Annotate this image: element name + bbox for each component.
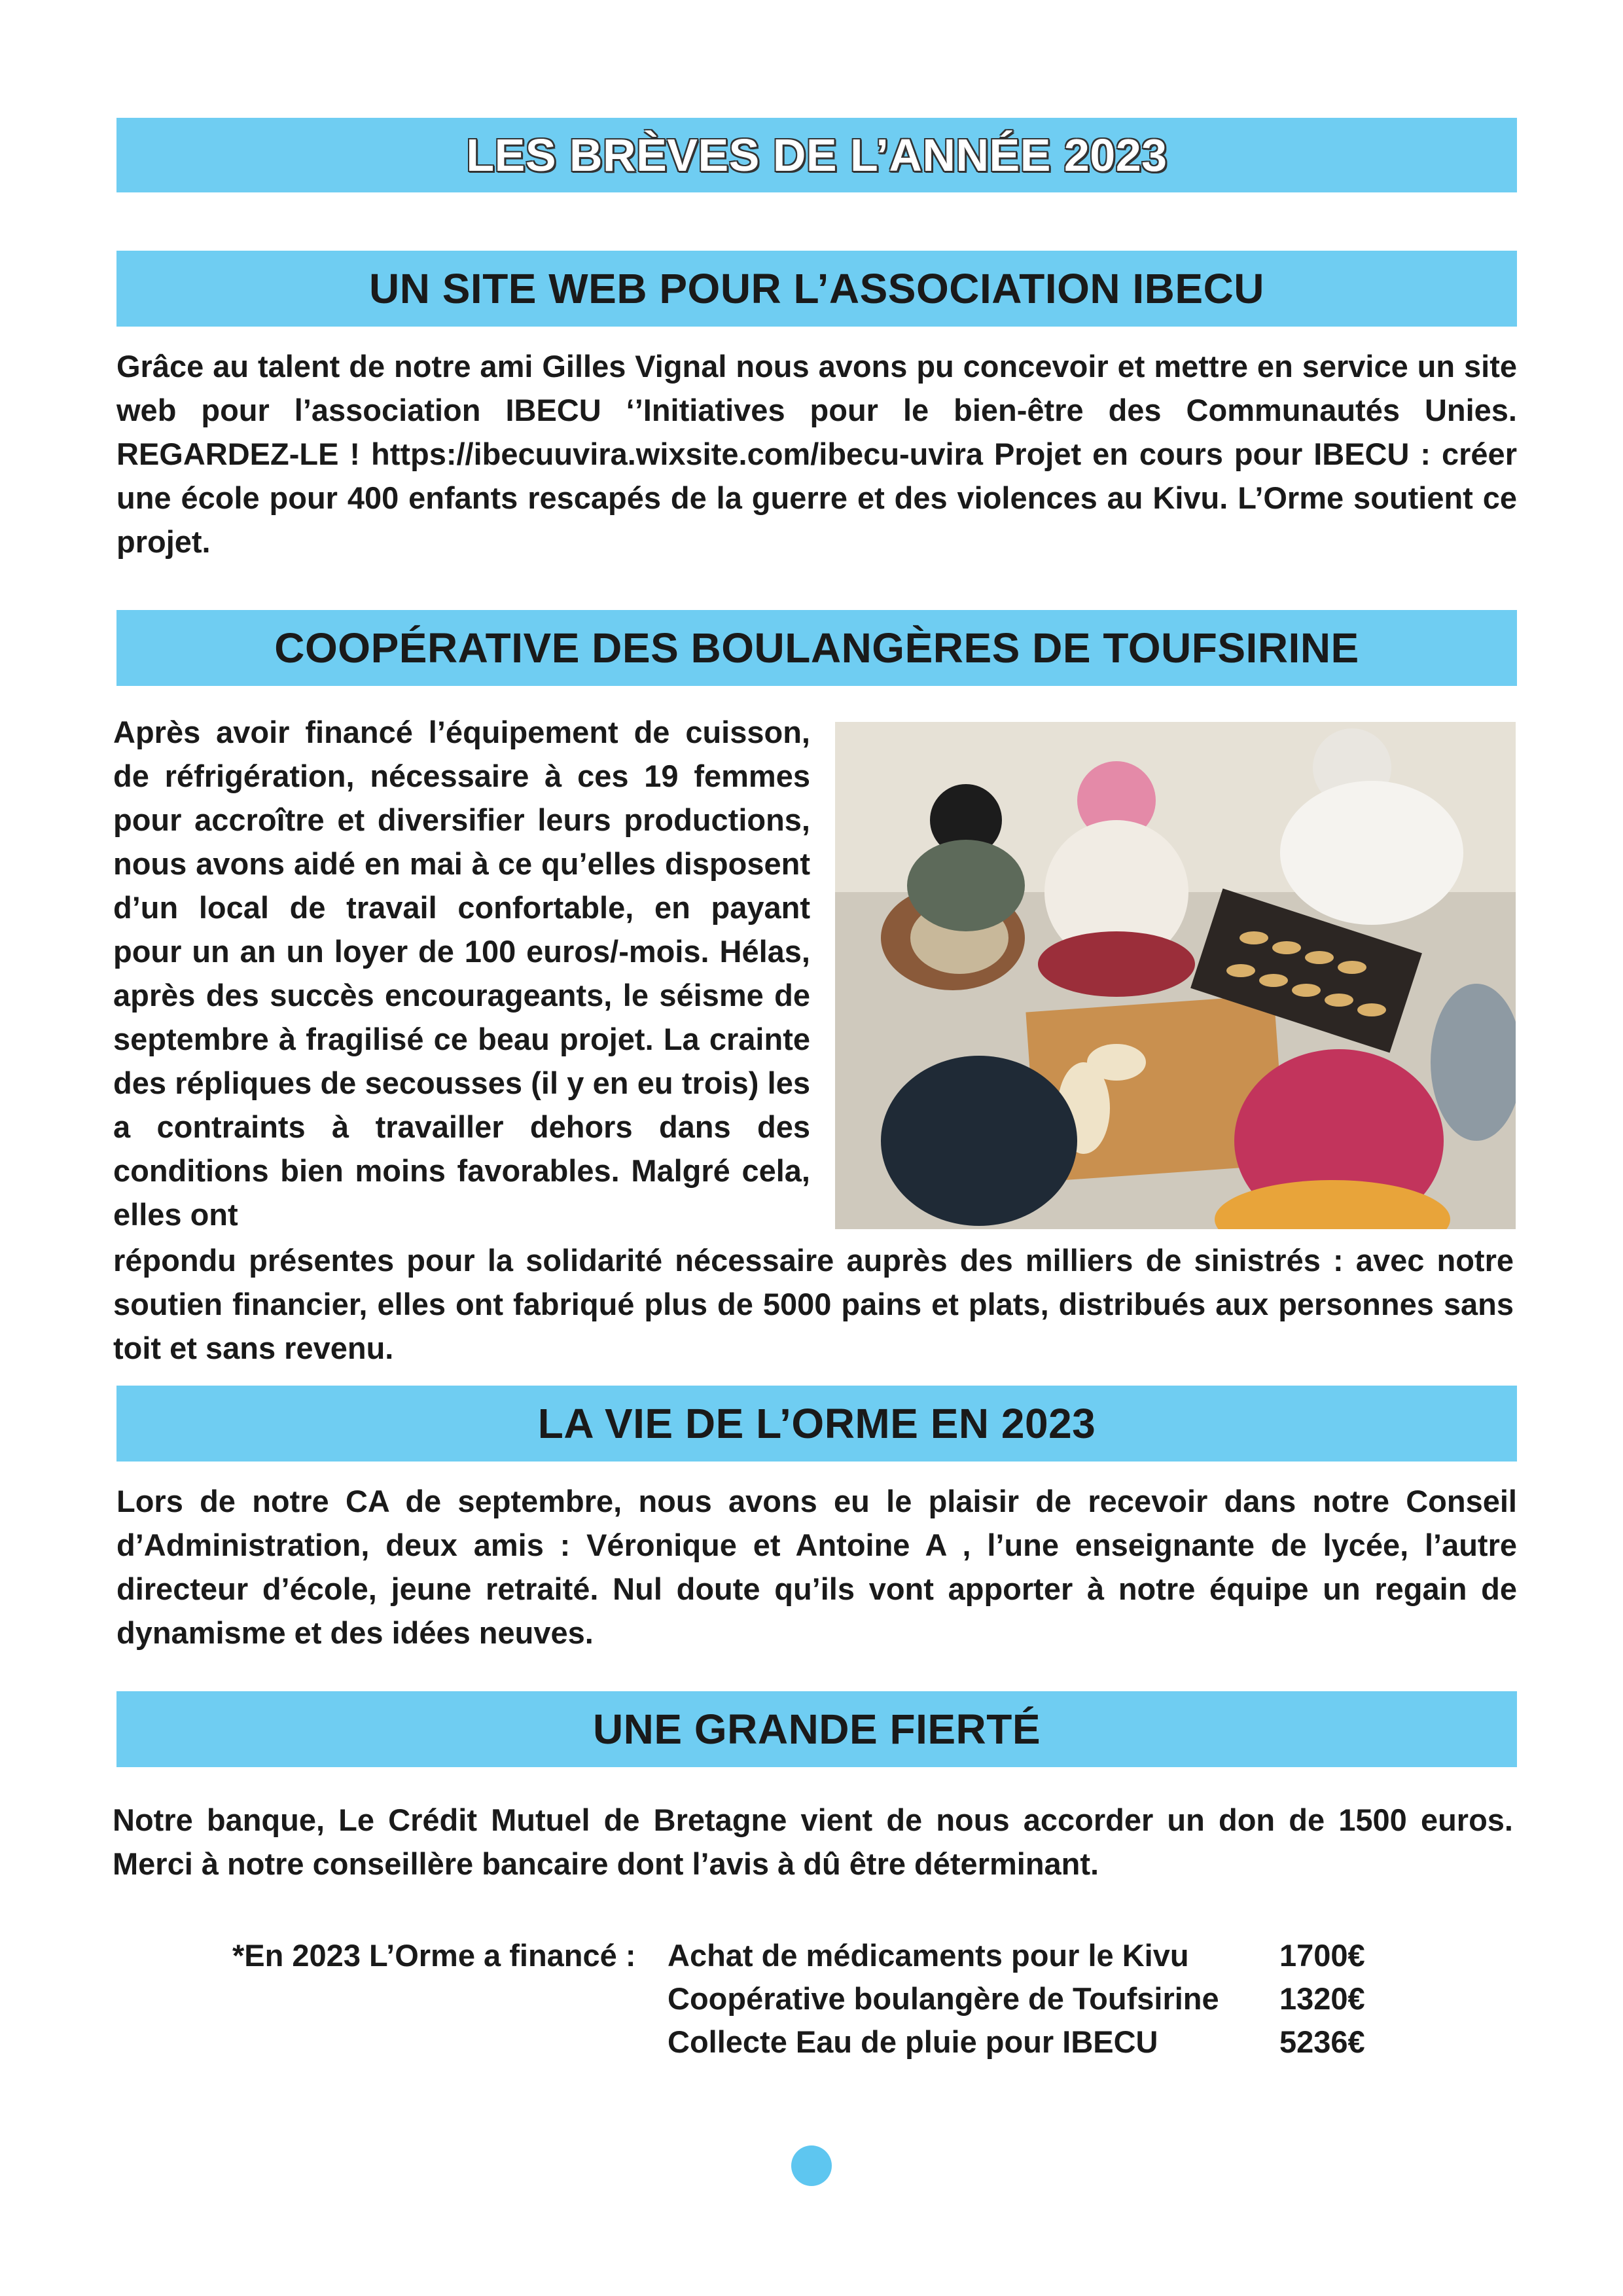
financing-item-label: Achat de médicaments pour le Kivu bbox=[668, 1938, 1189, 1973]
bakers-photo bbox=[835, 722, 1516, 1229]
fierte-paragraph: Notre banque, Le Crédit Mutuel de Bretagne vient de nous accorder un don de 1500 euros. Merci à notre conseillère bancaire dont l’avis à dû être déterminant. bbox=[113, 1803, 1513, 1881]
section-title-fierte: UNE GRANDE FIERTÉ bbox=[116, 1691, 1517, 1767]
financing-lead: *En 2023 L’Orme a financé : bbox=[232, 1938, 636, 1973]
section-title-vie-orme: LA VIE DE L’ORME EN 2023 bbox=[116, 1386, 1517, 1462]
financing-item-amount: 5236€ bbox=[1279, 2024, 1365, 2059]
cooperative-paragraph: Après avoir financé l’équipement de cuisson, de réfrigération, nécessaire à ces 19 femmes pour accroître et diversifier leurs productions, nous avons aidé en mai à ce qu’elles disposent d’un local de travail confortable, en payant pour un an un loyer de 100 euros/-mois. Hélas, après des succès encourageants, le séisme de septembre à fragilisé ce beau projet. La crainte des répliques de secousses (il y en eu trois) les a contraints à travailler dehors dans des conditions bien moins favorables. Malgré cela, elles ont bbox=[113, 715, 810, 1232]
financing-item-amount: 1320€ bbox=[1279, 1981, 1365, 2016]
vie-orme-paragraph: Lors de notre CA de septembre, nous avons eu le plaisir de recevoir dans notre Conseil d’Administration, deux amis : Véronique et Antoine A , l’une enseignante de lycée, l’autre directeur d’école, jeune retraité. Nul doute qu’ils vont apporter à notre équipe un regain de dynamisme et des idées neuves. bbox=[116, 1484, 1517, 1650]
section-title-cooperative: COOPÉRATIVE DES BOULANGÈRES DE TOUFSIRINE bbox=[116, 610, 1517, 686]
section-title-site-web: UN SITE WEB POUR L’ASSOCIATION IBECU bbox=[116, 251, 1517, 327]
cooperative-paragraph-continued: répondu présentes pour la solidarité nécessaire auprès des milliers de sinistrés : avec notre soutien financier, elles ont fabriqué plus de 5000 pains et plats, distribués aux personnes sans toit et sans revenu. bbox=[113, 1243, 1514, 1365]
page-title: LES BRÈVES DE L’ANNÉE 2023 bbox=[116, 118, 1517, 192]
financing-item-label: Coopérative boulangère de Toufsirine bbox=[668, 1981, 1219, 2016]
financing-item-amount: 1700€ bbox=[1279, 1938, 1365, 1973]
financing-item-label: Collecte Eau de pluie pour IBECU bbox=[668, 2024, 1158, 2059]
page-marker-dot bbox=[791, 2145, 832, 2186]
site-web-paragraph: Grâce au talent de notre ami Gilles Vignal nous avons pu concevoir et mettre en service un site web pour l’association IBECU ‘’Initiatives pour le bien-être des Communautés Unies. REGARDEZ-LE ! https://ibecuuvira.wixsite.com/ibecu-uvira Projet en cours pour IBECU : créer une école pour 400 enfants rescapés de la guerre et des violences au Kivu. L’Orme soutient ce projet. bbox=[116, 349, 1517, 559]
